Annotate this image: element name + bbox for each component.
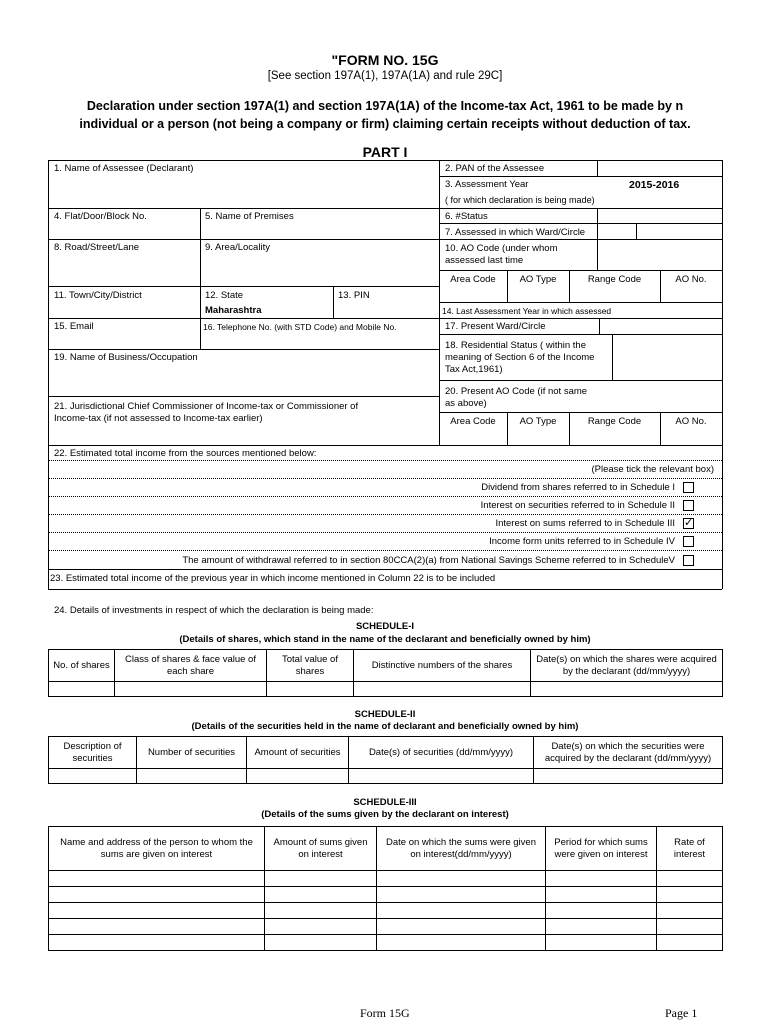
table-cell[interactable] xyxy=(265,903,377,919)
table-cell[interactable] xyxy=(546,871,657,887)
schedule1-title: SCHEDULE-I xyxy=(355,621,415,632)
table-cell[interactable] xyxy=(115,682,267,697)
schedule2-table xyxy=(48,736,723,784)
table-header: Total value of shares xyxy=(267,650,354,682)
field-present-ward: 17. Present Ward/Circle xyxy=(445,321,546,332)
table-row xyxy=(49,682,723,697)
table-header: Amount of securities xyxy=(247,737,349,769)
schedule3-title: SCHEDULE-III xyxy=(353,797,417,808)
table-cell[interactable] xyxy=(657,935,723,951)
field-jurisdictional-line2: Income-tax (if not assessed to Income-tax earlier) xyxy=(54,413,263,424)
income-units-label: Income form units referred to in Schedule IV xyxy=(489,536,675,547)
table-header: Number of securities xyxy=(137,737,247,769)
table-row xyxy=(49,935,723,951)
declaration-title-line1: Declaration under section 197A(1) and section 197A(1A) of the Income-tax Act, 1961 to be made by n xyxy=(86,99,684,113)
field-jurisdictional-line1: 21. Jurisdictional Chief Commissioner of Income-tax or Commissioner of xyxy=(54,401,359,412)
table-row xyxy=(49,903,723,919)
table-cell[interactable] xyxy=(534,769,723,784)
field-assessment-year: 3. Assessment Year xyxy=(445,179,529,190)
schedule1-table xyxy=(48,649,723,697)
field-assessment-year-note: ( for which declaration is being made) xyxy=(445,195,595,205)
field-ao-code-line2: assessed last time xyxy=(445,255,524,266)
table-cell[interactable] xyxy=(49,919,265,935)
part-title: PART I xyxy=(362,144,408,160)
field-flat-door-block: 4. Flat/Door/Block No. xyxy=(54,211,147,222)
table-header: Date(s) on which the securities were acquired by the declarant (dd/mm/yyyy) xyxy=(534,737,723,769)
field-assessment-year-value: 2015-2016 xyxy=(629,179,680,191)
table-cell[interactable] xyxy=(657,903,723,919)
table-cell[interactable] xyxy=(377,903,546,919)
declaration-title-line2: individual or a person (not being a company or firm) claiming certain receipts without deduction of tax. xyxy=(79,117,691,131)
table-cell[interactable] xyxy=(349,769,534,784)
table-cell[interactable] xyxy=(546,935,657,951)
table-cell[interactable] xyxy=(377,935,546,951)
table-header: Distinctive numbers of the shares xyxy=(354,650,531,682)
table-cell[interactable] xyxy=(265,871,377,887)
table-row xyxy=(49,871,723,887)
field-area-locality: 9. Area/Locality xyxy=(205,242,270,253)
table-header: Amount of sums given on interest xyxy=(265,827,377,871)
income-dividend-checkbox[interactable] xyxy=(683,482,694,493)
field-residential-status-line1: 18. Residential Status ( within the xyxy=(445,340,586,351)
field-name-of-assessee: 1. Name of Assessee (Declarant) xyxy=(54,163,194,174)
schedule2-title: SCHEDULE-II xyxy=(354,709,416,720)
table-cell[interactable] xyxy=(546,919,657,935)
present-ao-area-code-label: Area Code xyxy=(450,416,496,427)
table-header: Date(s) on which the shares were acquired by the declarant (dd/mm/yyyy) xyxy=(531,650,723,682)
table-cell[interactable] xyxy=(657,887,723,903)
field-email: 15. Email xyxy=(54,321,94,332)
form-section-reference: [See section 197A(1), 197A(1A) and rule 29C] xyxy=(267,70,503,82)
field-road-street: 8. Road/Street/Lane xyxy=(54,242,140,253)
table-cell[interactable] xyxy=(265,935,377,951)
field-ward-circle: 7. Assessed in which Ward/Circle xyxy=(445,227,586,238)
field-ao-code-line1: 10. AO Code (under whom xyxy=(445,243,558,254)
ao-number-label: AO No. xyxy=(675,274,707,285)
field-investment-details: 24. Details of investments in respect of which the declaration is being made: xyxy=(54,605,374,616)
table-cell[interactable] xyxy=(354,682,531,697)
footer-form-name: Form 15G xyxy=(360,1006,410,1020)
field-residential-status-line2: meaning of Section 6 of the Income xyxy=(445,352,595,363)
table-header-row xyxy=(49,827,723,871)
income-sums-checkbox[interactable]: ✓ xyxy=(684,517,694,529)
table-header-row xyxy=(49,650,723,682)
form-number: "FORM NO. 15G xyxy=(331,52,439,68)
field-present-ao-code-line1: 20. Present AO Code (if not same xyxy=(445,386,588,397)
table-cell[interactable] xyxy=(267,682,354,697)
ao-type-label: AO Type xyxy=(519,274,557,285)
income-dividend-label: Dividend from shares referred to in Schedule I xyxy=(481,482,675,493)
present-ao-number-label: AO No. xyxy=(675,416,707,427)
table-cell[interactable] xyxy=(137,769,247,784)
table-cell[interactable] xyxy=(265,887,377,903)
income-nss-withdrawal-label: The amount of withdrawal referred to in section 80CCA(2)(a) from National Savings Scheme referred to in ScheduleV xyxy=(182,555,675,566)
table-cell[interactable] xyxy=(657,871,723,887)
present-ao-type-label: AO Type xyxy=(519,416,557,427)
field-telephone: 16. Telephone No. (with STD Code) and Mobile No. xyxy=(203,322,397,332)
table-cell[interactable] xyxy=(657,919,723,935)
field-pin: 13. PIN xyxy=(338,290,370,301)
field-name-of-premises: 5. Name of Premises xyxy=(205,211,294,222)
field-pan: 2. PAN of the Assessee xyxy=(445,163,545,174)
income-sums-label: Interest on sums referred to in Schedule III xyxy=(495,518,675,529)
field-town-city: 11. Town/City/District xyxy=(54,290,142,301)
present-ao-range-code-label: Range Code xyxy=(587,416,642,427)
table-header: Class of shares & face value of each share xyxy=(115,650,267,682)
table-cell[interactable] xyxy=(377,887,546,903)
table-row xyxy=(49,887,723,903)
field-state-value: Maharashtra xyxy=(205,305,262,316)
schedule2-subtitle: (Details of the securities held in the name of declarant and beneficially owned by him) xyxy=(191,721,579,732)
table-cell[interactable] xyxy=(546,887,657,903)
field-present-ao-code-line2: as above) xyxy=(445,398,487,409)
table-cell[interactable] xyxy=(377,919,546,935)
schedule3-table xyxy=(48,826,723,951)
table-cell[interactable] xyxy=(531,682,723,697)
footer-page-number: Page 1 xyxy=(665,1006,698,1020)
field-residential-status-line3: Tax Act,1961) xyxy=(445,364,503,375)
table-header: Date on which the sums were given on interest(dd/mm/yyyy) xyxy=(377,827,546,871)
table-cell[interactable] xyxy=(49,769,137,784)
table-header: Rate of interest xyxy=(657,827,723,871)
schedule3-subtitle: (Details of the sums given by the declarant on interest) xyxy=(261,809,509,820)
field-business-occupation: 19. Name of Business/Occupation xyxy=(54,352,198,363)
field-state: 12. State xyxy=(205,290,244,301)
schedule1-subtitle: (Details of shares, which stand in the name of the declarant and beneficially owned by him) xyxy=(179,634,591,645)
table-cell[interactable] xyxy=(49,935,265,951)
table-header: No. of shares xyxy=(49,650,115,682)
income-securities-checkbox[interactable] xyxy=(683,500,694,511)
table-header: Date(s) of securities (dd/mm/yyyy) xyxy=(349,737,534,769)
income-units-checkbox[interactable] xyxy=(683,536,694,547)
table-row xyxy=(49,919,723,935)
table-cell[interactable] xyxy=(49,887,265,903)
income-securities-label: Interest on securities referred to in Schedule II xyxy=(480,500,675,511)
income-nss-withdrawal-checkbox[interactable] xyxy=(683,555,694,566)
table-header-row xyxy=(49,737,723,769)
table-cell[interactable] xyxy=(49,682,115,697)
table-header: Name and address of the person to whom the sums are given on interest xyxy=(49,827,265,871)
table-row xyxy=(49,769,723,784)
table-cell[interactable] xyxy=(377,871,546,887)
table-cell[interactable] xyxy=(49,903,265,919)
table-header: Description of securities xyxy=(49,737,137,769)
table-header: Period for which sums were given on interest xyxy=(546,827,657,871)
table-cell[interactable] xyxy=(49,871,265,887)
ao-range-code-label: Range Code xyxy=(587,274,642,285)
table-cell[interactable] xyxy=(247,769,349,784)
table-cell[interactable] xyxy=(265,919,377,935)
tick-instruction: (Please tick the relevant box) xyxy=(591,464,714,475)
field-last-assessment-year: 14. Last Assessment Year in which assessed xyxy=(442,306,612,316)
field-estimated-income: 22. Estimated total income from the sources mentioned below: xyxy=(54,448,317,459)
field-status: 6. #Status xyxy=(445,211,488,222)
field-previous-year-income: 23. Estimated total income of the previous year in which income mentioned in Column 22 is to be included xyxy=(50,573,496,584)
table-cell[interactable] xyxy=(546,903,657,919)
ao-area-code-label: Area Code xyxy=(450,274,496,285)
